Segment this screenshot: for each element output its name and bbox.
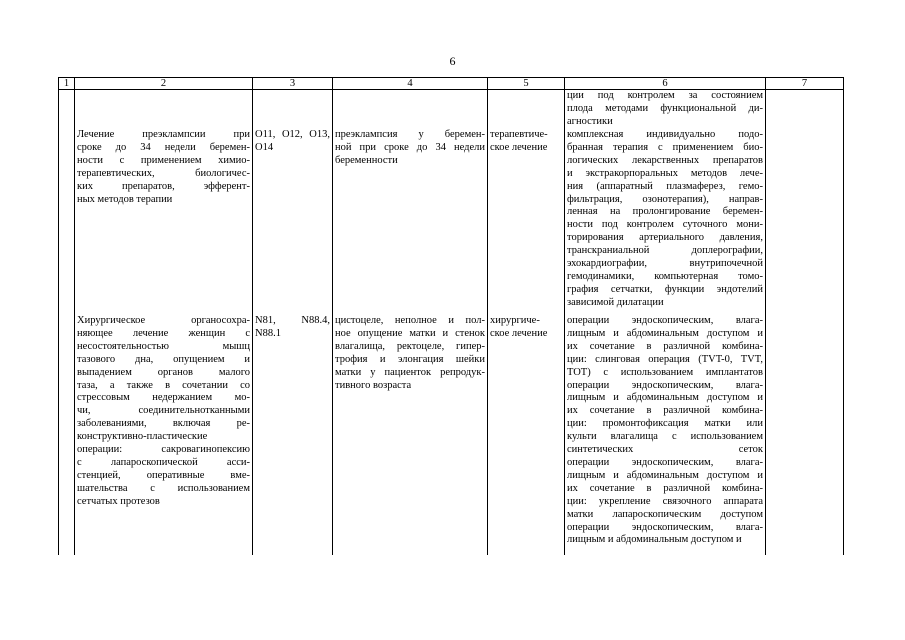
text-line: влагалища, ректоцеле, гипер- bbox=[335, 340, 485, 352]
treatment-type-cell bbox=[75, 315, 253, 555]
text-line: ции: слинговая операция (TVT-0, TVT, bbox=[567, 353, 763, 365]
treatment-kind-cell bbox=[488, 129, 565, 315]
text-line: комплексная индивидуально подо- bbox=[567, 129, 763, 140]
text-line: лищным и абдоминальным доступом и bbox=[567, 534, 742, 546]
text-line: хирургиче- bbox=[490, 315, 540, 326]
text-line: Хирургическое органосохра- bbox=[77, 315, 250, 326]
text-line: агностики bbox=[567, 115, 613, 127]
text-line: ское лечение bbox=[490, 141, 548, 153]
cell-5 bbox=[488, 90, 565, 130]
text-line: операции эндоскопическим, влага- bbox=[567, 456, 763, 468]
continuation-row bbox=[59, 90, 844, 130]
cost-cell bbox=[766, 315, 844, 555]
text-line: их сочетание в различной комбина- bbox=[567, 482, 763, 494]
text-line: ленная на пролонгирование беремен- bbox=[567, 206, 763, 218]
treatment-kind-cell bbox=[488, 315, 565, 555]
text-line: транскраниальной доплерографии, bbox=[567, 245, 763, 257]
text-line: стрессовым недержанием мо- bbox=[77, 392, 250, 404]
text-line: торирования артериального давления, bbox=[567, 232, 763, 244]
text-line: операции эндоскопическим, влага- bbox=[567, 379, 763, 391]
text-line: терапевтиче- bbox=[490, 129, 548, 140]
text-line: ности под контролем суточного мони- bbox=[567, 219, 763, 231]
text-line: фильтрация, озонотерапия), направ- bbox=[567, 193, 763, 205]
text-line: их сочетание в различной комбина- bbox=[567, 405, 763, 417]
text-line: лищным и абдоминальным доступом и bbox=[567, 392, 763, 404]
row-number-cell bbox=[59, 315, 75, 555]
cell-3 bbox=[253, 90, 333, 130]
text-line: с лапароскопической асси- bbox=[77, 456, 250, 468]
text-line: ции под контролем за состоянием bbox=[567, 90, 763, 101]
cell-7 bbox=[766, 90, 844, 130]
text-line: ной при сроке до 34 недели bbox=[335, 141, 485, 153]
text-line: выпадением органов малого bbox=[77, 366, 250, 378]
text-line: ных методов терапии bbox=[77, 193, 173, 205]
text-line: матки у пациенток репродук- bbox=[335, 366, 485, 378]
text-line: ции: промонтофиксация матки или bbox=[567, 418, 763, 430]
header-col-1: 1 bbox=[59, 78, 75, 90]
table-header bbox=[59, 78, 844, 90]
text-line: Лечение преэклампсии при bbox=[77, 129, 250, 140]
text-line: операции: сакровагинопексию bbox=[77, 444, 250, 456]
header-col-2: 2 bbox=[75, 78, 253, 90]
cell-1 bbox=[59, 90, 75, 130]
text-line: TOT) с использованием имплантатов bbox=[567, 366, 763, 378]
text-line: ции: укрепление связочного аппарата bbox=[567, 495, 763, 507]
text-line: N81, N88.4, bbox=[255, 315, 330, 326]
text-line: операции эндоскопическим, влага- bbox=[567, 315, 763, 326]
text-line: их сочетание в различной комбина- bbox=[567, 340, 763, 352]
text-line: операции эндоскопическим, влага- bbox=[567, 521, 763, 533]
text-line: терапевтических, биологичес- bbox=[77, 167, 250, 179]
text-line: ное опущение матки и стенок bbox=[335, 327, 485, 339]
patient-model-cell bbox=[333, 315, 488, 555]
cell-4 bbox=[333, 90, 488, 130]
text-line: беременности bbox=[335, 154, 398, 166]
cell-2 bbox=[75, 90, 253, 130]
text-line: логических лекарственных препаратов bbox=[567, 154, 763, 166]
text-line: тазового дна, опущением и bbox=[77, 353, 250, 365]
patient-model-cell bbox=[333, 129, 488, 315]
header-col-3: 3 bbox=[253, 78, 333, 90]
text-line: графия сетчатки, функции эндотелий bbox=[567, 283, 763, 295]
text-line: трофия и элонгация шейки bbox=[335, 353, 485, 365]
text-line: зависимой дилатации bbox=[567, 296, 664, 308]
text-line: N88.1 bbox=[255, 327, 281, 339]
text-line: матки лапароскопическим доступом bbox=[567, 508, 763, 520]
icd-code-cell bbox=[253, 315, 333, 555]
text-line: и экстракорпоральных методов лече- bbox=[567, 167, 763, 179]
text-line: стенцией, оперативные вме- bbox=[77, 469, 250, 481]
text-line: преэклампсия у беремен- bbox=[335, 129, 485, 140]
table-row bbox=[59, 315, 844, 555]
text-line: гемодинамики, компьютерная томо- bbox=[567, 270, 763, 282]
text-line: бранная терапия с применением био- bbox=[567, 141, 763, 153]
text-line: эхокардиографии, внутрипочечной bbox=[567, 258, 763, 270]
text-line: тивного возраста bbox=[335, 379, 412, 391]
method-description-cell bbox=[565, 315, 766, 555]
text-line: лищным и абдоминальным доступом и bbox=[567, 327, 763, 339]
table-row bbox=[59, 129, 844, 315]
text-line: цистоцеле, неполное и пол- bbox=[335, 315, 485, 326]
text-line: таза, а также в сочетании со bbox=[77, 379, 250, 391]
text-line: заболеваниями, включая ре- bbox=[77, 418, 250, 430]
text-line: сроке до 34 недели беремен- bbox=[77, 141, 250, 153]
header-col-4: 4 bbox=[333, 78, 488, 90]
method-description-cell bbox=[565, 129, 766, 315]
text-line: O14 bbox=[255, 141, 274, 153]
text-line: O11, O12, O13, bbox=[255, 129, 330, 140]
header-col-6: 6 bbox=[565, 78, 766, 90]
cost-cell bbox=[766, 129, 844, 315]
text-line: плода методами функциональной ди- bbox=[567, 102, 763, 114]
text-line: культи влагалища с использованием bbox=[567, 431, 763, 443]
text-line: чи, соединительнотканными bbox=[77, 405, 250, 417]
method-description-cell bbox=[565, 90, 766, 130]
text-line: несостоятельностью мышц bbox=[77, 340, 250, 352]
text-line: синтетических сеток bbox=[567, 444, 763, 456]
text-line: ния (аппаратный плазмаферез, гемо- bbox=[567, 180, 763, 192]
text-line: шательства с использованием bbox=[77, 482, 250, 494]
header-col-7: 7 bbox=[766, 78, 844, 90]
procedures-table bbox=[58, 77, 844, 555]
row-number-cell bbox=[59, 129, 75, 315]
text-line: лищным и абдоминальным доступом и bbox=[567, 469, 763, 481]
page-number: 6 bbox=[449, 54, 456, 68]
text-line: конструктивно-пластические bbox=[77, 431, 208, 443]
text-line: сетчатых протезов bbox=[77, 495, 160, 507]
text-line: ности с применением химио- bbox=[77, 154, 250, 166]
icd-code-cell bbox=[253, 129, 333, 315]
text-line: ких препаратов, эфферент- bbox=[77, 180, 250, 192]
treatment-type-cell bbox=[75, 129, 253, 315]
text-line: ское лечение bbox=[490, 327, 548, 339]
text-line: няющее лечение женщин с bbox=[77, 327, 250, 339]
header-row bbox=[59, 78, 844, 90]
header-col-5: 5 bbox=[488, 78, 565, 90]
